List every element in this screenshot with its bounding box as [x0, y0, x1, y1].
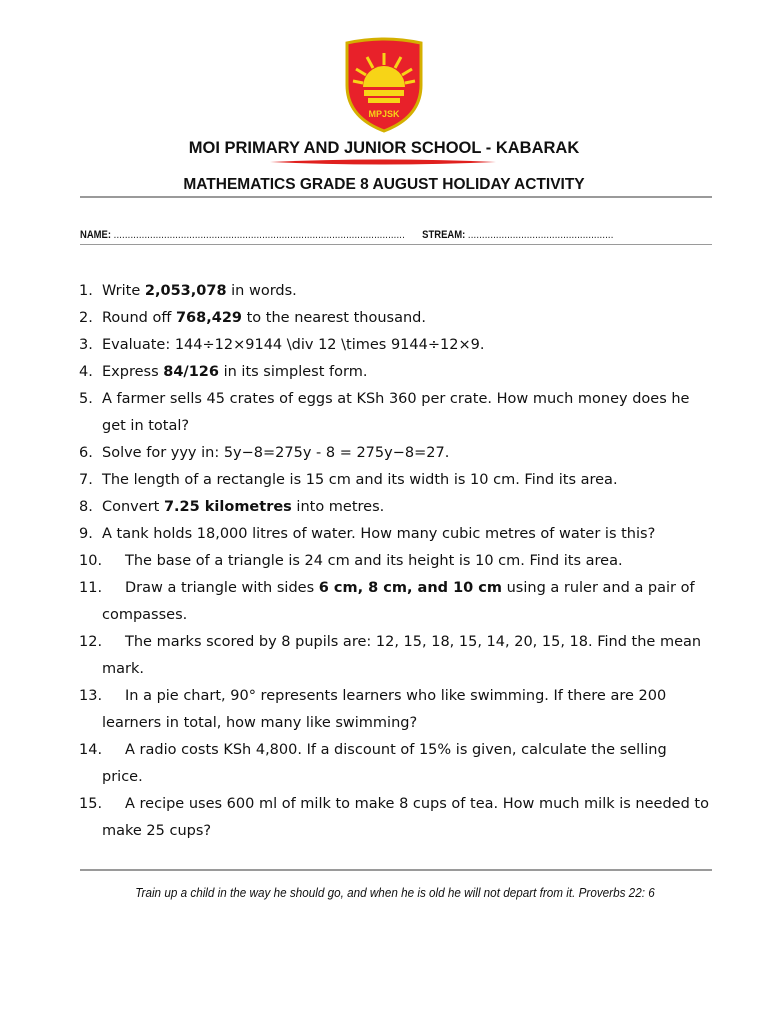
question-number: 3. [79, 337, 93, 353]
document-title: MATHEMATICS GRADE 8 AUGUST HOLIDAY ACTIVITY [183, 176, 585, 193]
name-blank: ........................................................................................................ [113, 229, 405, 241]
question-text: in words. [226, 283, 297, 299]
question-text: A farmer sells 45 crates of eggs at KSh 360 per crate. How much money does he get in total? [102, 391, 690, 434]
question-bold-text: 6 cm, 8 cm, and 10 cm [318, 580, 502, 596]
red-swash-divider [270, 158, 496, 166]
footer-verse: Train up a child in the way he should go, and when he is old he will not depart from it. Proverbs 22: 6 [135, 885, 655, 900]
question-text: The marks scored by 8 pupils are: 12, 15, 18, 15, 14, 20, 15, 18. Find the mean mark. [102, 634, 702, 677]
question-text: Evaluate: 144÷12×9144 \div 12 \times 9144÷12×9. [102, 337, 485, 353]
question-text: Solve for yyy in: 5y−8=275y - 8 = 275y−8=27. [102, 445, 450, 461]
question-number: 15. [79, 796, 103, 812]
question-item [79, 467, 709, 494]
question-bold-text: 2,053,078 [144, 283, 227, 299]
question-text: in its simplest form. [218, 364, 368, 380]
question-item [79, 278, 709, 305]
question-item [79, 494, 709, 521]
question-item [79, 737, 709, 791]
question-item [79, 305, 709, 332]
question-text: The base of a triangle is 24 cm and its height is 10 cm. Find its area. [125, 553, 623, 569]
question-text: Convert [102, 499, 164, 515]
footer-divider [80, 869, 712, 871]
details-divider [80, 244, 712, 245]
name-label: NAME: [80, 229, 112, 241]
question-text: A radio costs KSh 4,800. If a discount of 15% is given, calculate the selling price. [102, 742, 667, 785]
question-item [79, 575, 709, 629]
question-number: 12. [79, 634, 103, 650]
question-item [79, 629, 709, 683]
question-number: 2. [79, 310, 93, 326]
crest-initials: MPJSK [368, 109, 400, 119]
question-text: A recipe uses 600 ml of milk to make 8 cups of tea. How much milk is needed to make 25 cups? [102, 796, 709, 839]
question-bold-text: 84/126 [163, 364, 219, 380]
header-divider [80, 196, 712, 198]
question-text: A tank holds 18,000 litres of water. How many cubic metres of water is this? [102, 526, 656, 542]
stream-blank: .................................................... [467, 229, 614, 241]
stream-label: STREAM: [422, 229, 466, 241]
question-list [79, 278, 709, 845]
student-details-line [80, 229, 630, 241]
question-item [79, 791, 709, 845]
question-number: 4. [79, 364, 93, 380]
question-text: using a ruler and a pair of compasses. [102, 580, 695, 623]
question-number: 11. [79, 580, 103, 596]
question-item [79, 521, 709, 548]
question-text: into metres. [291, 499, 385, 515]
question-text: Write [102, 283, 145, 299]
question-number: 6. [79, 445, 93, 461]
question-number: 7. [79, 472, 93, 488]
question-text: Round off [102, 310, 176, 326]
question-number: 1. [79, 283, 93, 299]
school-crest-logo [341, 37, 427, 133]
question-bold-text: 768,429 [175, 310, 243, 326]
question-item [79, 683, 709, 737]
question-item [79, 440, 709, 467]
question-text: Draw a triangle with sides [125, 580, 319, 596]
question-text: to the nearest thousand. [242, 310, 426, 326]
question-number: 10. [79, 553, 103, 569]
question-item [79, 359, 709, 386]
question-item [79, 386, 709, 440]
question-number: 14. [79, 742, 103, 758]
question-bold-text: 7.25 kilometres [163, 499, 292, 515]
question-number: 13. [79, 688, 103, 704]
question-item [79, 548, 709, 575]
question-text: In a pie chart, 90° represents learners who like swimming. If there are 200 learners in total, how many like swimming? [102, 688, 667, 731]
question-number: 9. [79, 526, 93, 542]
question-item [79, 332, 709, 359]
school-name: MOI PRIMARY AND JUNIOR SCHOOL - KABARAK [188, 139, 580, 157]
question-number: 8. [79, 499, 93, 515]
question-text: The length of a rectangle is 15 cm and its width is 10 cm. Find its area. [102, 472, 618, 488]
question-number: 5. [79, 391, 93, 407]
question-text: Express [102, 364, 164, 380]
